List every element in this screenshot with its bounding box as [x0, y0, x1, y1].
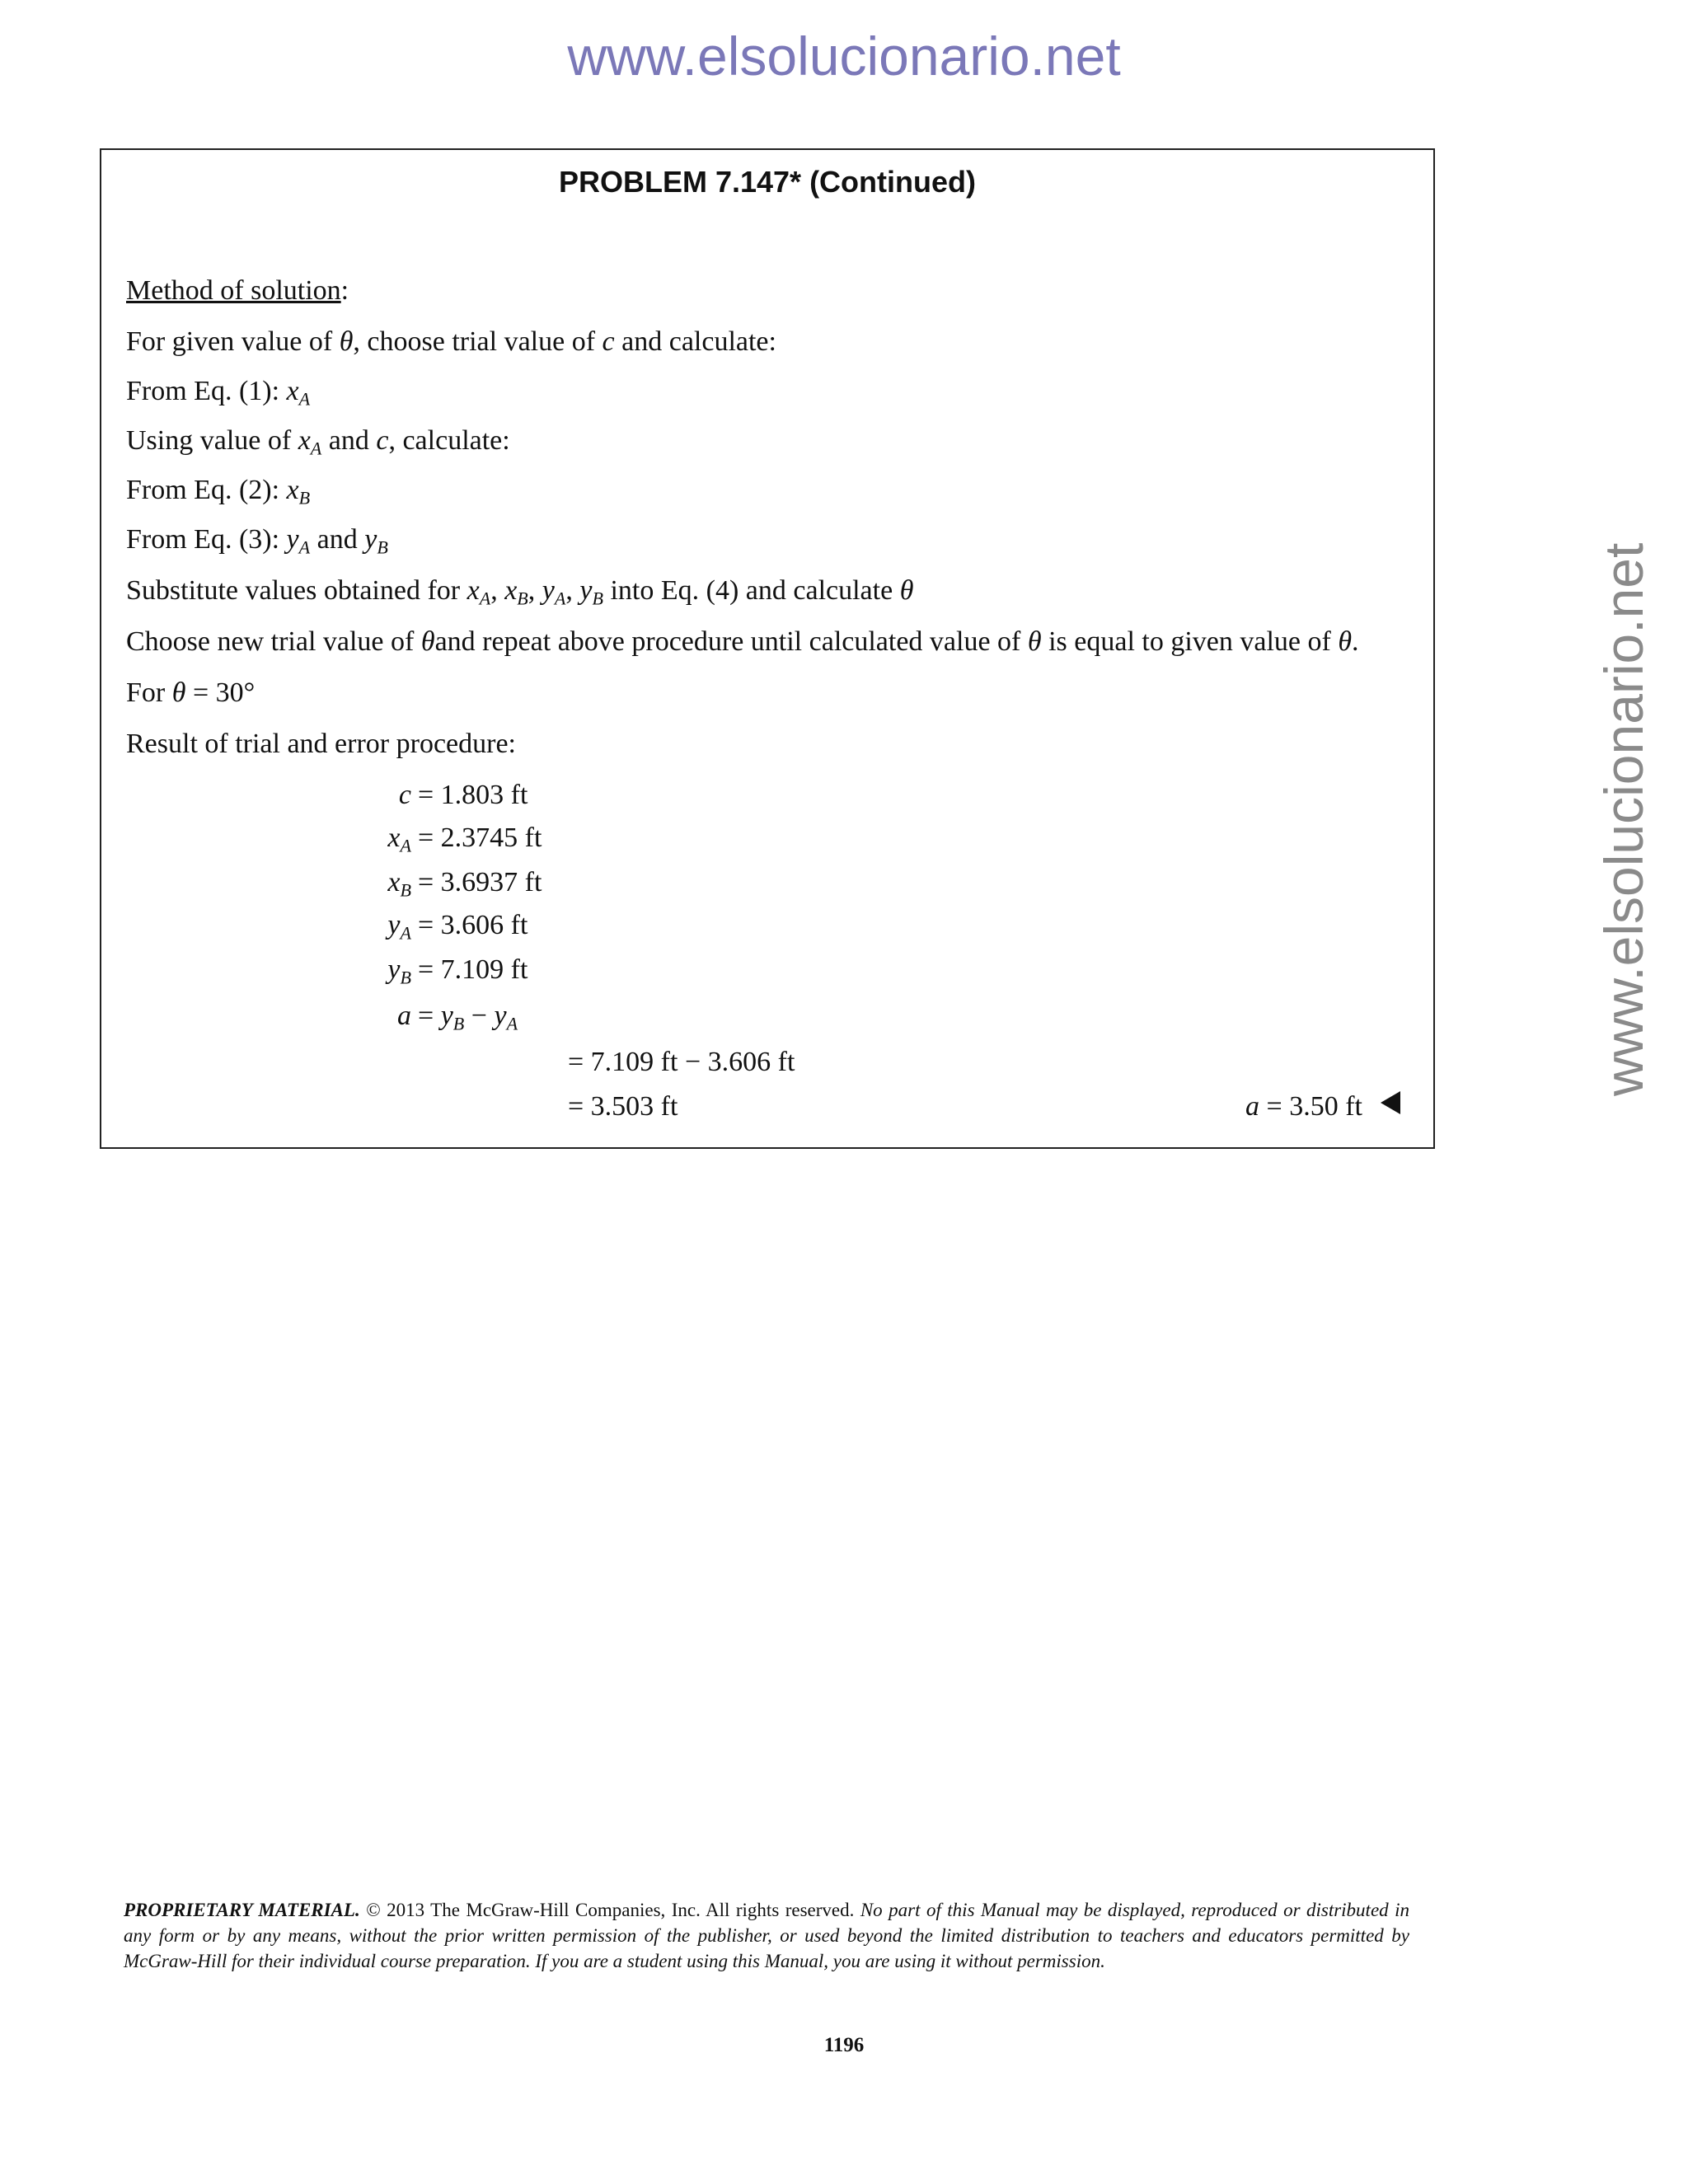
method-heading: Method of solution:	[126, 275, 349, 306]
text-line-9: Result of trial and error procedure:	[126, 729, 516, 759]
text-line-5: From Eq. (3): $y_A$ and $y_B$	[126, 524, 388, 558]
final-answer: a = 3.50 ft	[1245, 1091, 1400, 1122]
text-line-7: Choose new trial value of θand repeat above procedure until calculated value of θ is equal to given value of θ.	[126, 626, 1359, 657]
text-line-1: For given value of θ, choose trial value of c and calculate:	[126, 326, 776, 357]
result-a-substitution: = 7.109 ft − 3.606 ft	[568, 1047, 795, 1077]
solution-box: PROBLEM 7.147* (Continued) Method of solution: For given value of θ, choose trial value of c and calculate: From Eq. (1): $x_A$ Using value of $x_A$ and c, calculate: From Eq. (2): $x_B$ From Eq. (3): $y_A$ and $y_B$ Substitute values obtained for $x_A$, $x_B$, $y_A$, $y_B$ into Eq. (4) and calculate θ Choose new trial value of θand repeat above procedure until calculated value of θ is equal to given value of θ. For θ = 30° Result of trial and error procedure: c = 1.803 ft $x_A$ = 2.3745 ft $x_B$ = 3.6937 ft $y_A$ = 3.606 ft $y_B$ = 7.109 ft a = $y_B - y_A$ = 7.109 ft − 3.606 ft = 3.503 ft a = 3.50 ft	[100, 148, 1435, 1149]
copyright-footer: PROPRIETARY MATERIAL. © 2013 The McGraw-Hill Companies, Inc. All rights reserved. No part of this Manual may be displayed, reproduced or distributed in any form or by any means, without the prior written permission of the publisher, or used beyond the limited distribution to teachers and educators permitted by McGraw-Hill for their individual course preparation. If you are a student using this Manual, you are using it without permission.	[124, 1900, 1409, 1971]
text-line-3: Using value of $x_A$ and c, calculate:	[126, 425, 510, 459]
text-line-4: From Eq. (2): $x_B$	[126, 475, 311, 509]
watermark-side: www.elsolucionario.net	[1593, 542, 1654, 1096]
problem-title: PROBLEM 7.147* (Continued)	[558, 165, 977, 199]
watermark-top: www.elsolucionario.net	[567, 26, 1121, 87]
answer-marker-icon	[1381, 1091, 1400, 1114]
page-number: 1196	[823, 2034, 865, 2056]
text-line-6: Substitute values obtained for $x_A$, $x_B$, $y_A$, $y_B$ into Eq. (4) and calculate θ	[126, 575, 914, 609]
text-line-2: From Eq. (1): $x_A$	[126, 376, 311, 410]
text-line-8: For θ = 30°	[126, 677, 256, 708]
result-a-value: = 3.503 ft	[568, 1091, 678, 1122]
